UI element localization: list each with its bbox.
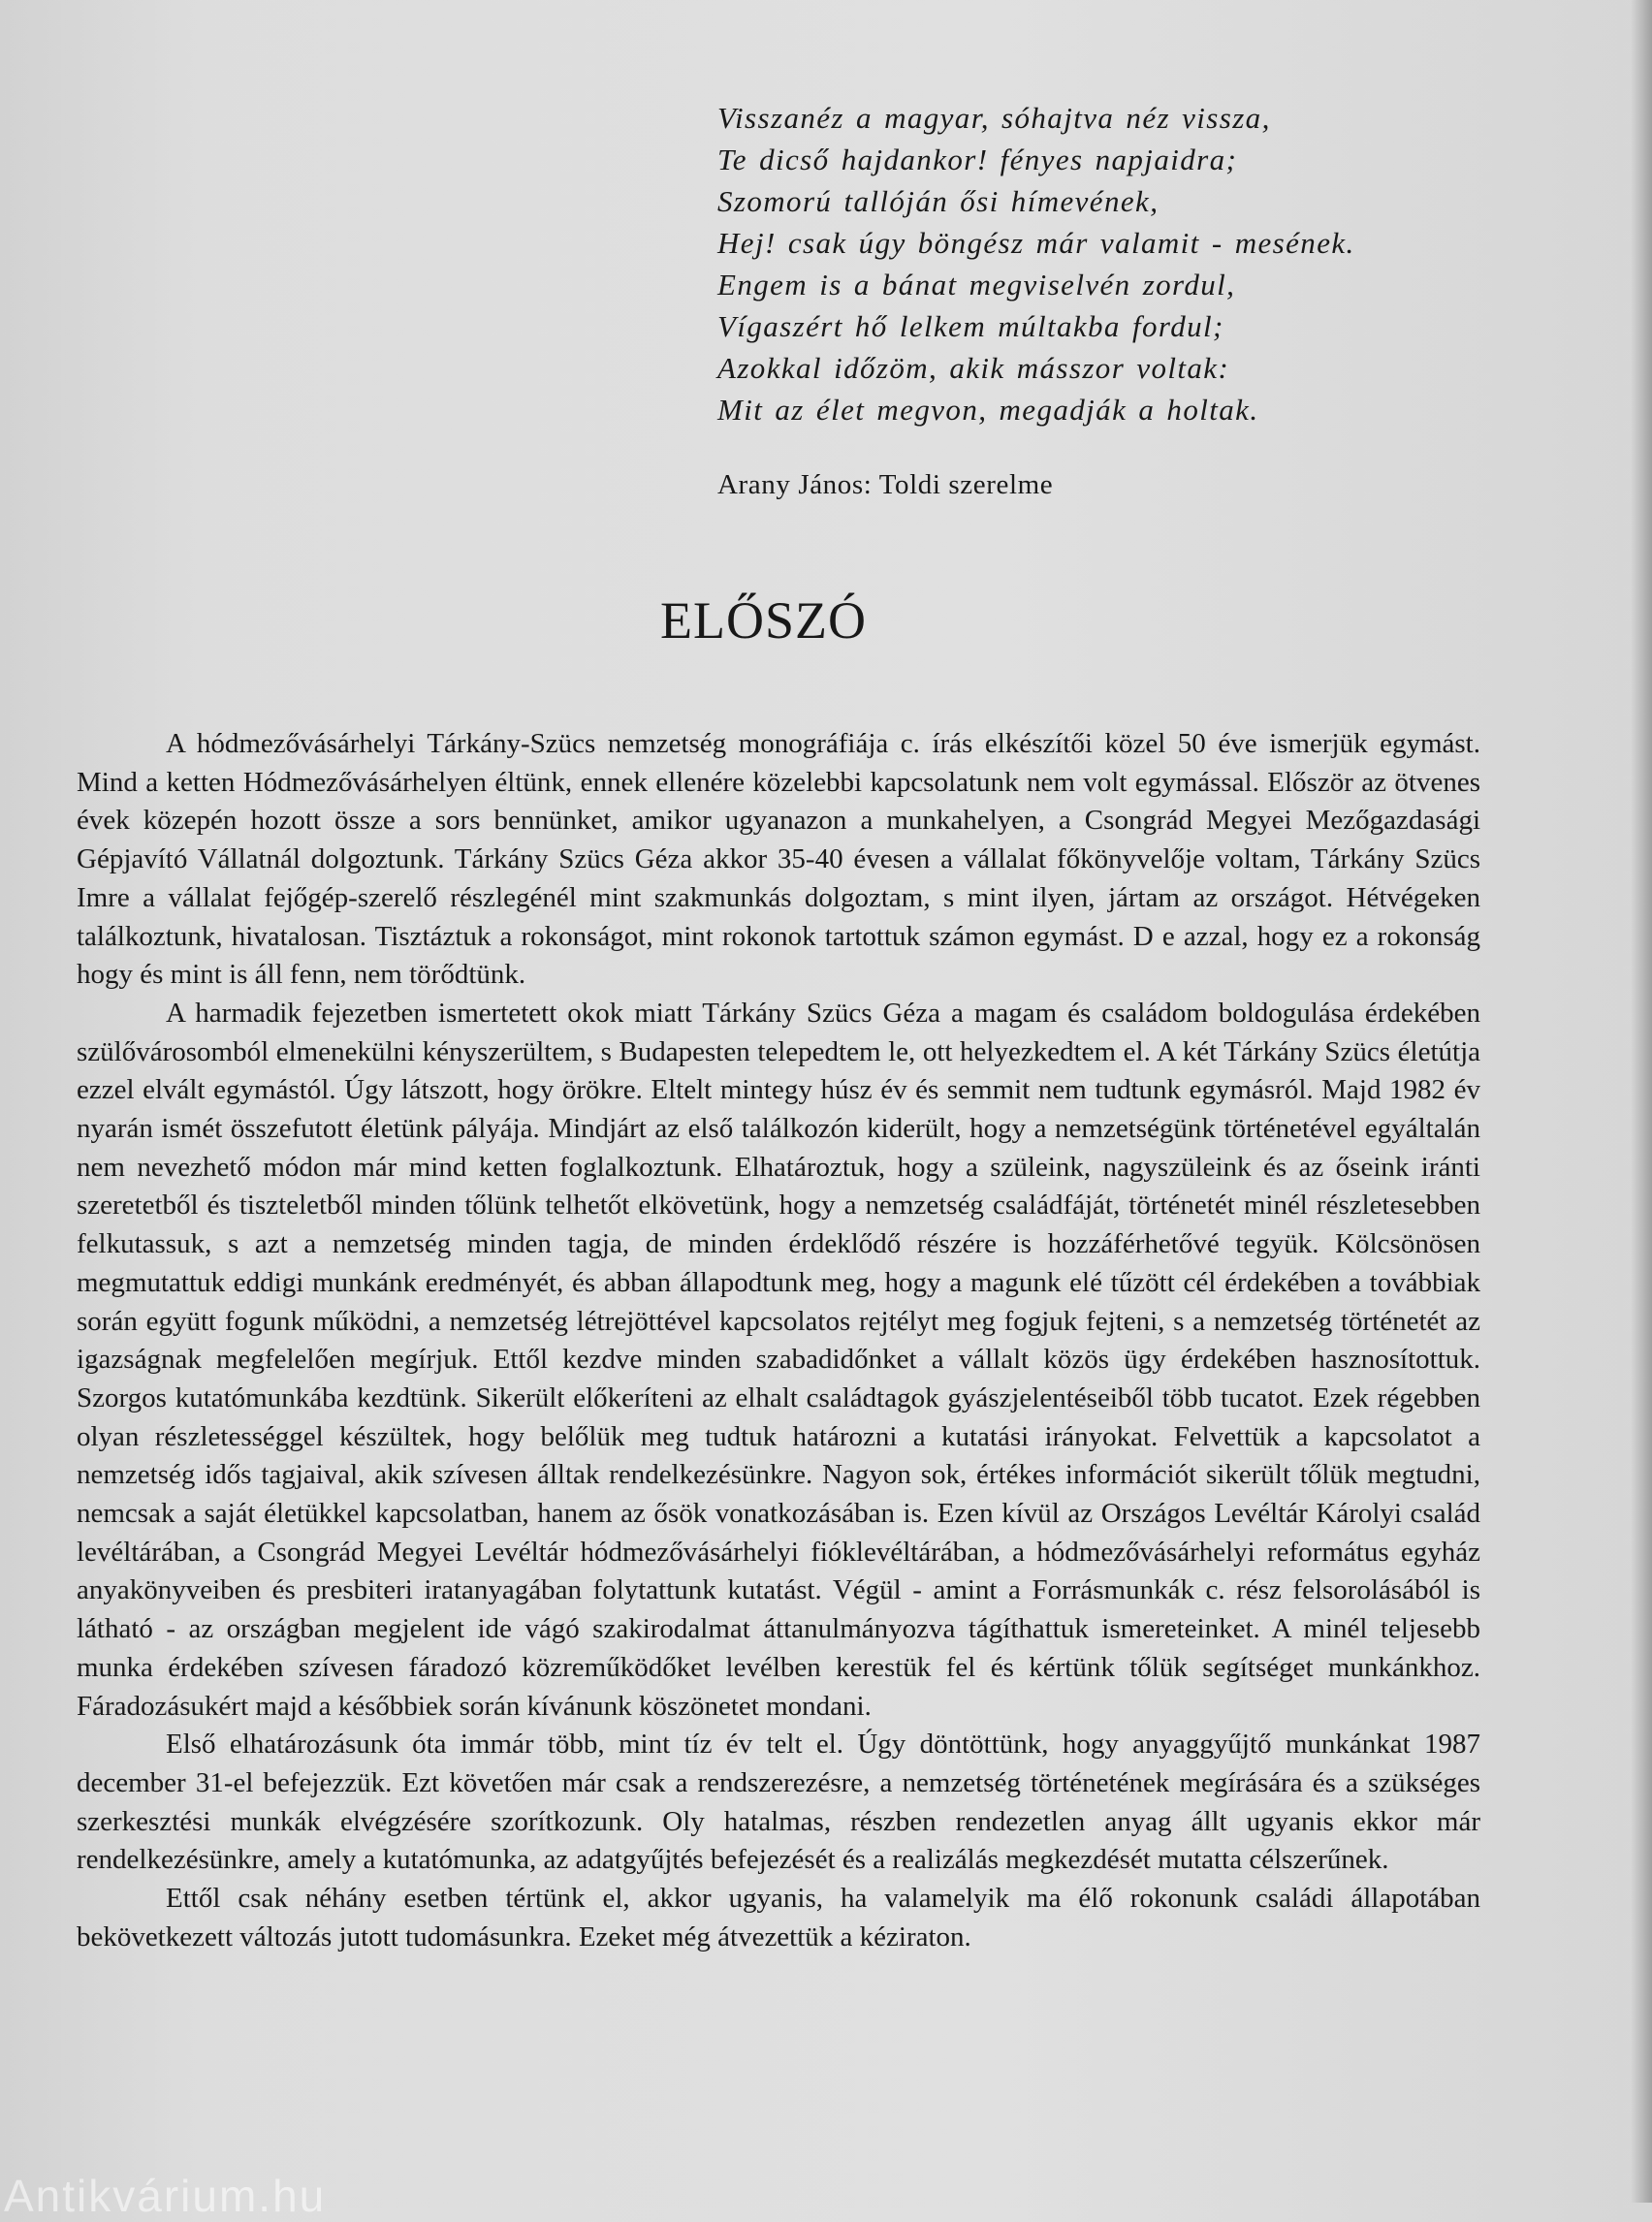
page-title: ELŐSZÓ bbox=[660, 591, 867, 650]
page-edge-shadow bbox=[1631, 0, 1652, 2203]
paragraph-4: Ettől csak néhány esetben tértünk el, akkor ugyanis, ha valamelyik ma élő rokonunk családi állapotában bekövetkezett változás jutott tudomásunkra. Ezeket még átvezettük a kéziraton. bbox=[77, 1883, 1480, 1952]
poem-line-6: Vígaszért hő lelkem múltakba fordul; bbox=[717, 309, 1224, 343]
poem-line-7: Azokkal időzöm, akik másszor voltak: bbox=[717, 351, 1230, 385]
poem-line-5: Engem is a bánat megviselvén zordul, bbox=[717, 268, 1236, 302]
paragraph-2: A harmadik fejezetben ismertetett okok miatt Tárkány Szücs Géza a magam és családom boldogulása érdekében szülővárosomból elmenekülni kényszerültem, s Budapesten telepedtem le, ott helyezkedtem el. A két Tárkány Szücs életútja ezzel elvált egymástól. Úgy látszott, hogy örökre. Eltelt mintegy húsz év és semmit nem tudtunk egymásról. Majd 1982 év nyarán ismét összefutott életünk pályája. Mindjárt az első találkozón kiderült, hogy a nemzetségünk történetével egyáltalán nem nevezhető módon már mind ketten foglalkoztunk. Elhatároztuk, hogy a szüleink, nagyszüleink és az őseink iránti szeretetből és tiszteletből minden tőlünk telhetőt elkövetünk, hogy a nemzetség családfáját, történetét minél részletesebben felkutassuk, s azt a nemzetség minden tagja, de minden érdeklődő részére is hozzáférhetővé tegyük. Kölcsönösen megmutattuk eddigi munkánk eredményét, és abban állapodtunk meg, hogy a magunk elé tűzött cél érdekében a továbbiak során együtt fogunk működni, a nemzetség létrejöttével kapcsolatos rejtélyt meg fogjuk fejteni, s a nemzetség történetét az igazságnak megfelelően megírjuk. Ettől kezdve minden szabadidőnket a vállalt közös ügy érdekében hasznosítottuk. Szorgos kutatómunkába kezdtünk. Sikerült előkeríteni az elhalt családtagok gyászjelentéseiből több tucatot. Ezek régebben olyan részletességgel készültek, hogy belőlük meg tudtuk határozni a kutatási irányokat. Felvettük a kapcsolatot a nemzetség idős tagjaival, akik szívesen álltak rendelkezésünkre. Nagyon sok, értékes információt sikerült tőlük megtudni, nemcsak a saját életükkel kapcsolatban, hanem az ősök vonatkozásában is. Ezen kívül az Országos Levéltár Károlyi család levéltárában, a Csongrád Megyei Levéltár hódmezővásárhelyi fióklevéltárában, a hódmezővásárhelyi református egyház anyakönyveiben és presbiteri iratanyagában folytattunk kutatást. Végül - amint a Forrásmunkák c. rész felsorolásából is látható - az országban megjelent ide vágó szakirodalmat áttanulmányozva tágíthattuk ismereteinket. A minél teljesebb munka érdekében szívesen fáradozó közreműködőket levélben kerestük fel és kértünk tőlük segítséget munkánkhoz. Fáradozásukért majd a későbbiek során kívánunk köszönetet mondani. bbox=[77, 997, 1480, 1722]
poem-line-4: Hej! csak úgy böngész már valamit - mesének. bbox=[717, 226, 1355, 260]
paragraph-1: A hódmezővásárhelyi Tárkány-Szücs nemzetség monográfiája c. írás elkészítői közel 50 éve ismerjük egymást. Mind a ketten Hódmezővásárhelyen éltünk, ennek ellenére közelebbi kapcsolatunk nem volt egymással. Először az ötvenes évek közepén hozott össze a sors bennünket, amikor ugyanazon a munkahelyen, a Csongrád Megyei Mezőgazdasági Gépjavító Vállatnál dolgoztunk. Tárkány Szücs Géza akkor 35-40 évesen a vállalat főkönyvelője voltam, Tárkány Szücs Imre a vállalat fejőgép-szerelő részlegénél mint szakmunkás dolgoztam, s mint ilyen, jártam az országot. Hétvégeken találkoztunk, hivatalosan. Tisztáztuk a rokonságot, mint rokonok tartottuk számon egymást. D e azzal, hogy ez a rokonság hogy és mint is áll fenn, nem törődtünk. bbox=[77, 728, 1480, 991]
poem-line-2: Te dicső hajdankor! fényes napjaidra; bbox=[717, 143, 1238, 176]
poem-line-1: Visszanéz a magyar, sóhajtva néz vissza, bbox=[717, 101, 1271, 135]
poem-line-3: Szomorú tallóján ősi hímevének, bbox=[717, 184, 1160, 218]
poem-attribution: Arany János: Toldi szerelme bbox=[717, 469, 1054, 500]
foreword-body bbox=[77, 725, 1480, 1957]
paragraph-3: Első elhatározásunk óta immár több, mint tíz év telt el. Úgy döntöttünk, hogy anyaggyűjtő munkánkat 1987 december 31-el befejezzük. Ezt követően már csak a rendszerezésre, a nemzetség történetének megírására és a szükséges szerkesztési munkák elvégzésére szorítkozunk. Oly hatalmas, részben rendezetlen anyag állt ugyanis ekkor már rendelkezésünkre, amely a kutatómunka, az adatgyűjtés befejezését és a realizálás megkezdését mutatta célszerűnek. bbox=[77, 1729, 1480, 1876]
poem-epigraph bbox=[717, 97, 1512, 501]
watermark: Antikvárium.hu bbox=[4, 2171, 327, 2221]
poem-line-8: Mit az élet megvon, megadják a holtak. bbox=[717, 393, 1259, 427]
